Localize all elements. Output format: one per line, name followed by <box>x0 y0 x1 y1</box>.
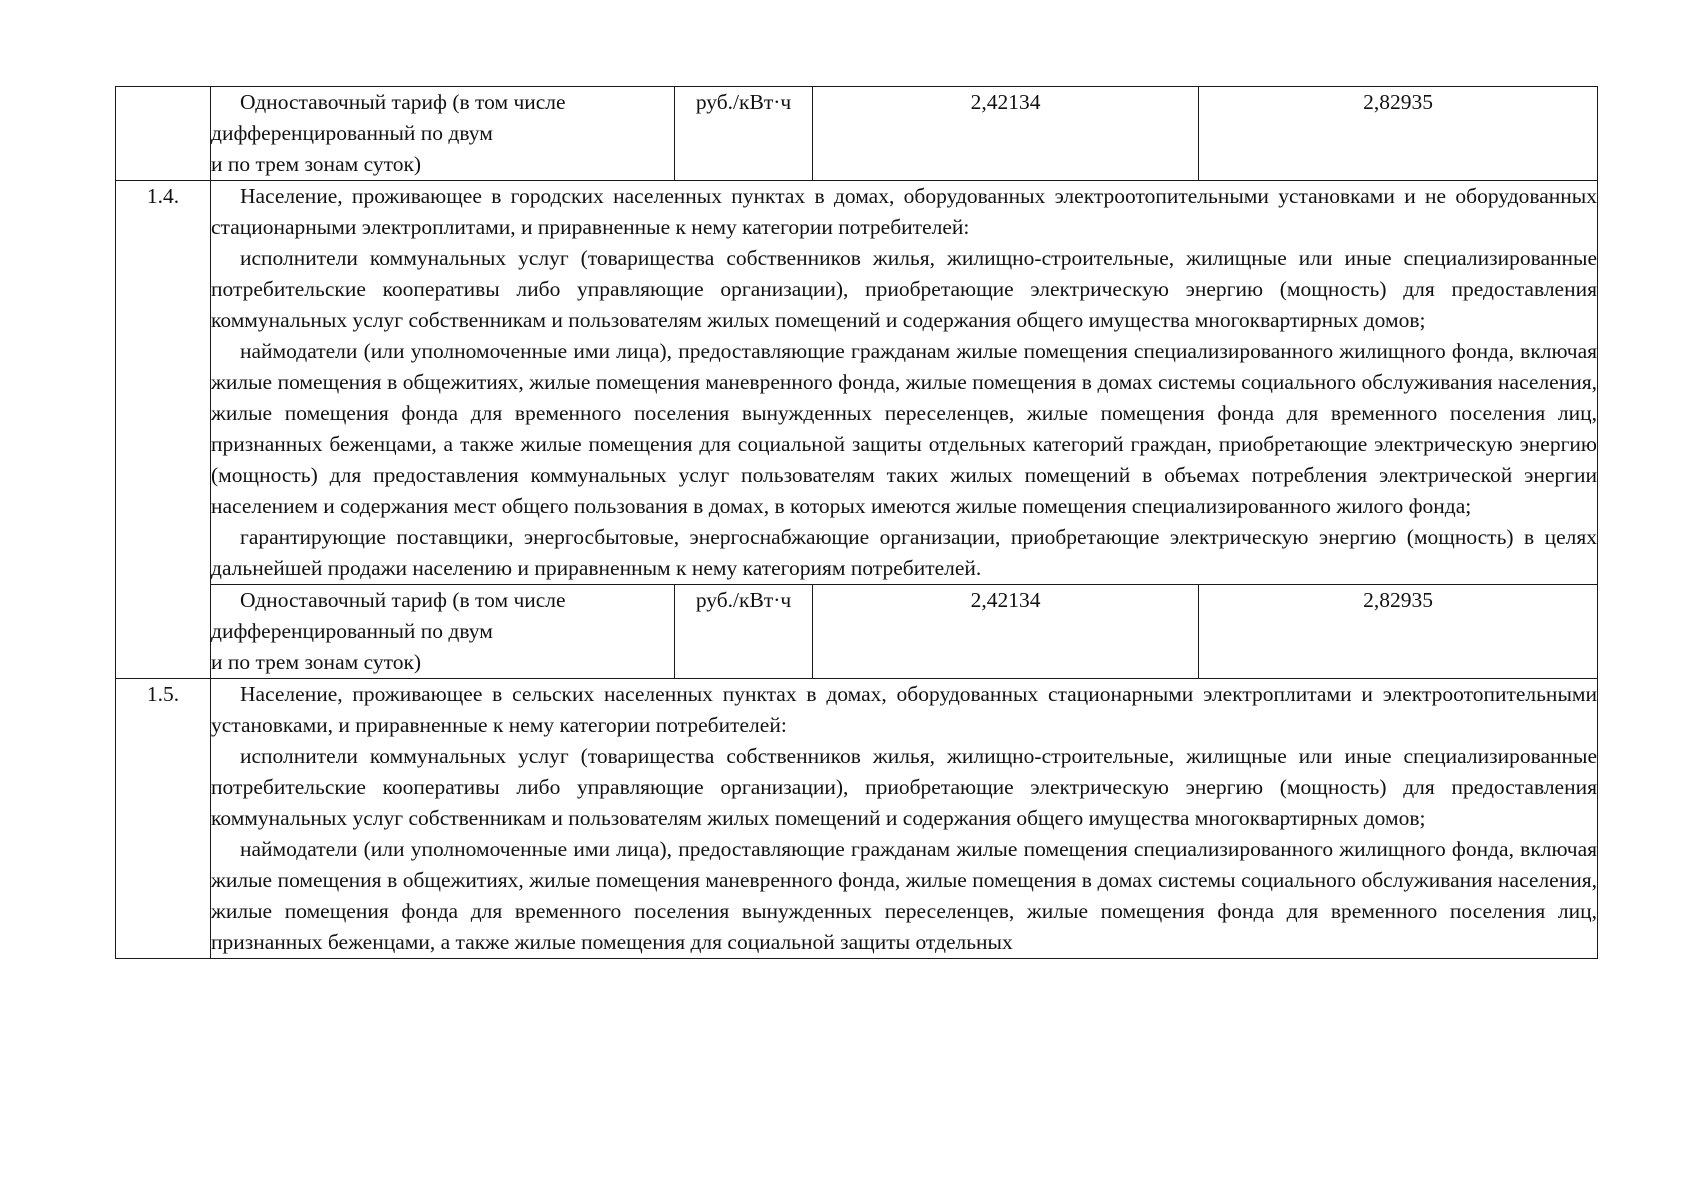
tariff-value-second-half: 2,82935 <box>1199 585 1598 679</box>
tariff-value-first-half: 2,42134 <box>813 585 1199 679</box>
unit-cell: руб./кВт·ч <box>675 585 813 679</box>
description-paragraph: Население, проживающее в сельских населенных пунктах в домах, оборудованных стационарными электроплитами и электроотопительными установками, и приравненные к нему категории потребителей: <box>211 682 1597 737</box>
row-number-cell: 1.4. <box>116 181 211 679</box>
table-row <box>116 585 1598 679</box>
description-paragraph: Население, проживающее в городских населенных пунктах в домах, оборудованных электроотопительными установками и не оборудованных стационарными электроплитами, и приравненные к нему категории потребителей: <box>211 184 1597 239</box>
table-row <box>116 87 1598 181</box>
unit-cell: руб./кВт·ч <box>675 87 813 181</box>
tariff-name-line: Одноставочный тариф (в том числе <box>240 90 566 114</box>
description-paragraph: гарантирующие поставщики, энергосбытовые, энергоснабжающие организации, приобретающие электрическую энергию (мощность) в целях дальнейшей продажи населению и приравненным к нему категориям потребителей. <box>211 525 1597 580</box>
tariff-name-line: дифференцированный по двум <box>211 121 493 145</box>
description-paragraph: исполнители коммунальных услуг (товарищества собственников жилья, жилищно-строительные, жилищные или иные специализированные потребительские кооперативы либо управляющие организации), приобретающие электрическую энергию (мощность) для предоставления коммунальных услуг собственникам и пользователям жилых помещений и содержания общего имущества многоквартирных домов; <box>211 744 1597 830</box>
table-row <box>116 679 1598 959</box>
tariff-name-cell <box>211 87 675 181</box>
row-number-cell <box>116 87 211 181</box>
description-paragraph: исполнители коммунальных услуг (товарищества собственников жилья, жилищно-строительные, жилищные или иные специализированные потребительские кооперативы либо управляющие организации), приобретающие электрическую энергию (мощность) для предоставления коммунальных услуг собственникам и пользователям жилых помещений и содержания общего имущества многоквартирных домов; <box>211 246 1597 332</box>
tariff-name-line: Одноставочный тариф (в том числе <box>240 588 566 612</box>
tariff-value-second-half: 2,82935 <box>1199 87 1598 181</box>
tariff-table <box>115 86 1598 959</box>
table-row <box>116 181 1598 585</box>
category-description-cell <box>211 181 1598 585</box>
description-paragraph: наймодатели (или уполномоченные ими лица), предоставляющие гражданам жилые помещения специализированного жилищного фонда, включая жилые помещения в общежитиях, жилые помещения маневренного фонда, жилые помещения в домах системы социального обслуживания населения, жилые помещения фонда для временного поселения вынужденных переселенцев, жилые помещения фонда для временного поселения лиц, признанных беженцами, а также жилые помещения для социальной защиты отдельных <box>211 837 1597 954</box>
tariff-name-line: дифференцированный по двум <box>211 619 493 643</box>
category-description-cell <box>211 679 1598 959</box>
tariff-name-cell <box>211 585 675 679</box>
row-number-cell: 1.5. <box>116 679 211 959</box>
description-paragraph: наймодатели (или уполномоченные ими лица), предоставляющие гражданам жилые помещения специализированного жилищного фонда, включая жилые помещения в общежитиях, жилые помещения маневренного фонда, жилые помещения в домах системы социального обслуживания населения, жилые помещения фонда для временного поселения вынужденных переселенцев, жилые помещения фонда для временного поселения лиц, признанных беженцами, а также жилые помещения для социальной защиты отдельных категорий граждан, приобретающие электрическую энергию (мощность) для предоставления коммунальных услуг пользователям таких жилых помещений в объемах потребления электрической энергии населением и содержания мест общего пользования в домах, в которых имеются жилые помещения специализированного жилого фонда; <box>211 339 1597 518</box>
tariff-name-line: и по трем зонам суток) <box>211 152 422 176</box>
tariff-value-first-half: 2,42134 <box>813 87 1199 181</box>
tariff-name-line: и по трем зонам суток) <box>211 650 422 674</box>
